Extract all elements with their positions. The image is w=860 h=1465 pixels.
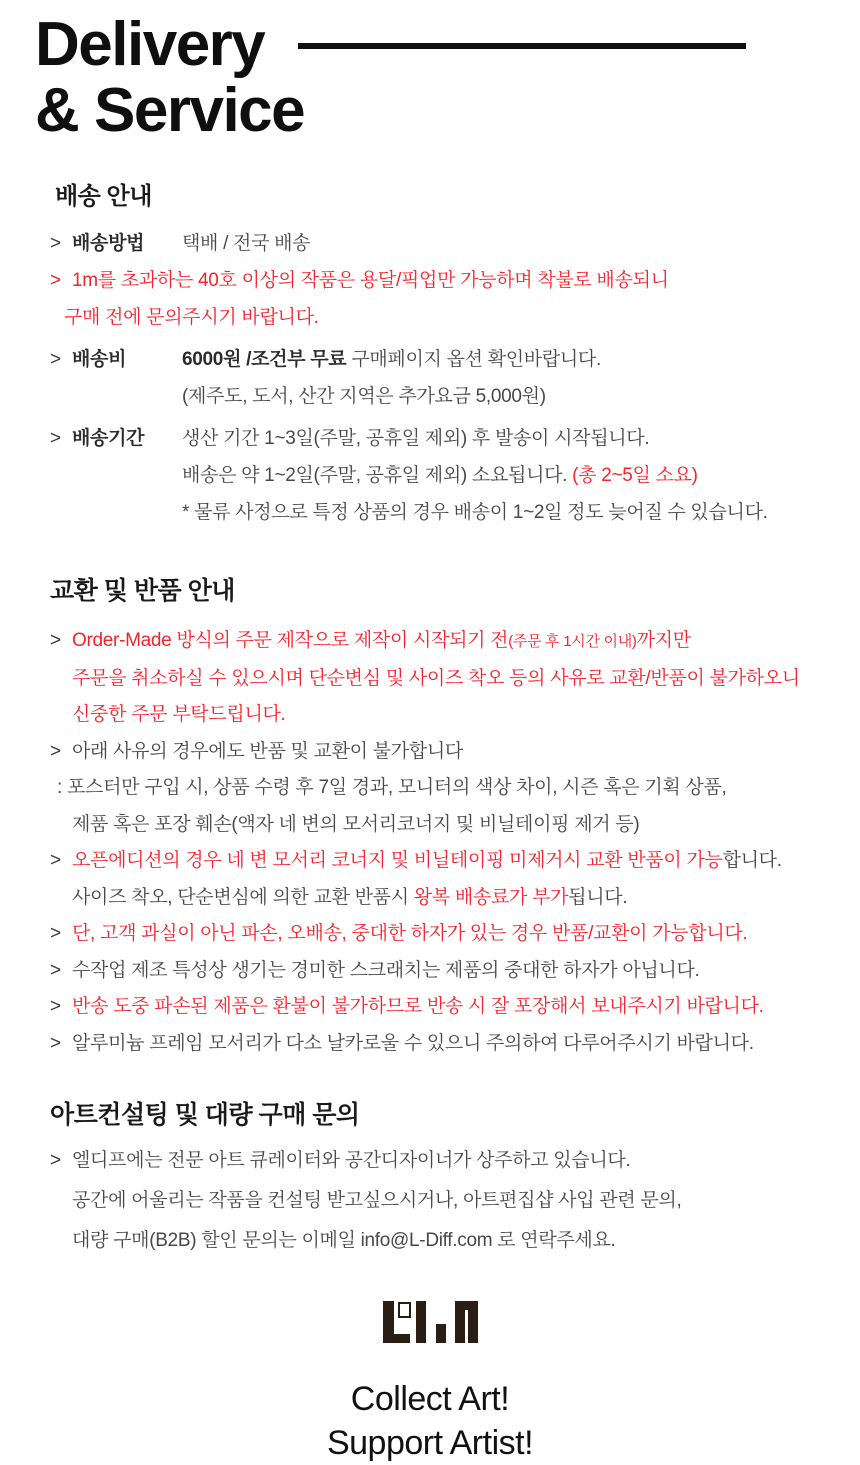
order-made-text2: 주문을 취소하실 수 있으시며 단순변심 및 사이즈 착오 등의 사유로 교환/반품이 불가하오니 xyxy=(72,667,800,689)
customer-fault-text: 단, 고객 과실이 아닌 파손, 오배송, 중대한 하자가 있는 경우 반품/교환이 가능합니다. xyxy=(72,923,748,944)
bullet-marker: > xyxy=(50,233,61,254)
return-damage-text: 반송 도중 파손된 제품은 환불이 불가하므로 반송 시 잘 포장해서 보내주시기 바랍니다. xyxy=(72,996,764,1017)
footer-slogan xyxy=(0,1377,860,1465)
shipping-method-value: 택배 / 전국 배송 xyxy=(182,233,311,254)
title-rule xyxy=(298,43,746,49)
shipping-period-line2-black: 배송은 약 1~2일(주말, 공휴일 제외) 소요됩니다. xyxy=(182,465,573,486)
bullet-marker: > xyxy=(50,1150,61,1171)
title-line-1 xyxy=(35,12,860,78)
section-returns-info xyxy=(50,571,830,1062)
consulting-line2 xyxy=(50,1181,830,1221)
section-consulting xyxy=(50,1095,830,1261)
shipping-period-line2 xyxy=(50,457,698,494)
customer-fault-line xyxy=(50,916,830,953)
no-return-line1 xyxy=(50,734,830,771)
section-shipping-info xyxy=(50,176,830,531)
consulting-text1: 엘디프에는 전문 아트 큐레이터와 공간디자이너가 상주하고 있습니다. xyxy=(72,1150,631,1171)
title-line-2 xyxy=(35,78,860,144)
page-footer xyxy=(0,1301,860,1465)
bullet-marker: > xyxy=(50,1032,61,1054)
oversize-notice-text1: 1m를 초과하는 40호 이상의 작품은 용달/픽업만 가능하며 착불로 배송되니 xyxy=(72,270,669,291)
bullet-marker: > xyxy=(50,923,61,944)
scratch-line xyxy=(50,953,830,990)
scratch-text: 수작업 제조 특성상 생기는 경미한 스크래치는 제품의 중대한 하자가 아닙니다. xyxy=(72,959,700,981)
order-made-text1: Order-Made 방식의 주문 제작으로 제작이 시작되기 전(주문 후 1시간 이내)까지만 xyxy=(72,630,691,651)
order-made-text3: 신중한 주문 부탁드립니다. xyxy=(72,704,286,725)
consulting-heading: 아트컨설팅 및 대량 구매 문의 xyxy=(50,1101,360,1129)
aluminum-text: 알루미늄 프레임 모서리가 다소 날카로울 수 있으니 주의하여 다루어주시기 바랍니다. xyxy=(72,1032,754,1054)
consulting-line3 xyxy=(50,1221,830,1261)
bullet-marker: > xyxy=(50,996,61,1017)
returns-heading: 교환 및 반품 안내 xyxy=(50,577,235,605)
shipping-fee-label: 배송비 xyxy=(72,349,127,370)
bullet-marker: > xyxy=(50,740,61,762)
page-title-line2: & Service xyxy=(35,76,305,145)
shipping-method-label: 배송방법 xyxy=(72,233,145,254)
consulting-text3: 대량 구매(B2B) 할인 문의는 이메일 info@L-Diff.com 로 연락주세요. xyxy=(72,1230,616,1251)
no-return-text1: 아래 사유의 경우에도 반품 및 교환이 불가합니다 xyxy=(72,740,463,762)
shipping-fee-rest: 구매페이지 옵션 확인바랍니다. xyxy=(346,349,601,370)
shipping-period-line3: * 물류 사정으로 특정 상품의 경우 배송이 1~2일 정도 늦어질 수 있습니다. xyxy=(182,502,768,523)
shipping-period-row3 xyxy=(50,494,830,531)
open-edition-line1 xyxy=(50,843,830,880)
consulting-text2: 공간에 어울리는 작품을 컨설팅 받고싶으시거나, 아트편집샵 사입 관련 문의, xyxy=(72,1190,682,1211)
order-made-line2 xyxy=(50,661,830,698)
no-return-text2: : 포스터만 구입 시, 상품 수령 후 7일 경과, 모니터의 색상 차이, 시즌 혹은 기획 상품, xyxy=(57,777,727,798)
shipping-fee-amount: 6000원 /조건부 무료 xyxy=(182,349,347,370)
l-diff-logo xyxy=(383,1301,478,1349)
open-edition-text1: 오픈에디션의 경우 네 변 모서리 코너지 및 비닐테이핑 미제거시 교환 반품이 가능합니다. xyxy=(72,850,782,871)
order-made-line1 xyxy=(50,623,830,661)
no-return-line2 xyxy=(50,770,830,807)
shipping-fee-row xyxy=(50,341,830,378)
bullet-marker: > xyxy=(50,850,61,871)
shipping-fee-note-row xyxy=(50,378,830,415)
oversize-notice-text2: 구매 전에 문의주시기 바랍니다. xyxy=(64,307,319,328)
bullet-marker: > xyxy=(50,428,61,449)
open-edition-line2 xyxy=(50,880,830,917)
shipping-fee-note: (제주도, 도서, 산간 지역은 추가요금 5,000원) xyxy=(182,386,546,407)
shipping-period-line1: 생산 기간 1~3일(주말, 공휴일 제외) 후 발송이 시작됩니다. xyxy=(182,428,650,449)
page-header xyxy=(0,0,860,144)
page-title-line1: Delivery xyxy=(35,10,265,79)
open-edition-text2: 사이즈 착오, 단순변심에 의한 교환 반품시 왕복 배송료가 부가됩니다. xyxy=(72,886,628,908)
shipping-fee-value xyxy=(182,341,601,378)
order-made-line3 xyxy=(50,697,830,734)
consulting-line1 xyxy=(50,1141,830,1181)
shipping-period-row2 xyxy=(50,457,830,494)
slogan-line2: Support Artist! xyxy=(326,1424,534,1462)
shipping-heading: 배송 안내 xyxy=(55,183,152,210)
bullet-marker: > xyxy=(50,630,61,651)
order-made-small-note: (주문 후 1시간 이내) xyxy=(508,633,637,650)
slogan-line1: Collect Art! xyxy=(350,1380,510,1418)
no-return-line3 xyxy=(50,807,830,844)
aluminum-line xyxy=(50,1026,830,1063)
bullet-marker: > xyxy=(50,270,61,291)
bullet-marker: > xyxy=(50,349,61,370)
shipping-period-line2-red: (총 2~5일 소요) xyxy=(572,465,698,486)
no-return-text3: 제품 혹은 포장 훼손(액자 네 변의 모서리코너지 및 비닐테이핑 제거 등) xyxy=(72,813,640,835)
shipping-period-row xyxy=(50,420,830,457)
return-damage-line xyxy=(50,989,830,1026)
bullet-marker: > xyxy=(50,959,61,981)
oversize-notice-line1 xyxy=(50,262,830,299)
shipping-method-row xyxy=(50,225,830,262)
oversize-notice-line2 xyxy=(50,299,830,336)
shipping-period-label: 배송기간 xyxy=(72,428,145,449)
